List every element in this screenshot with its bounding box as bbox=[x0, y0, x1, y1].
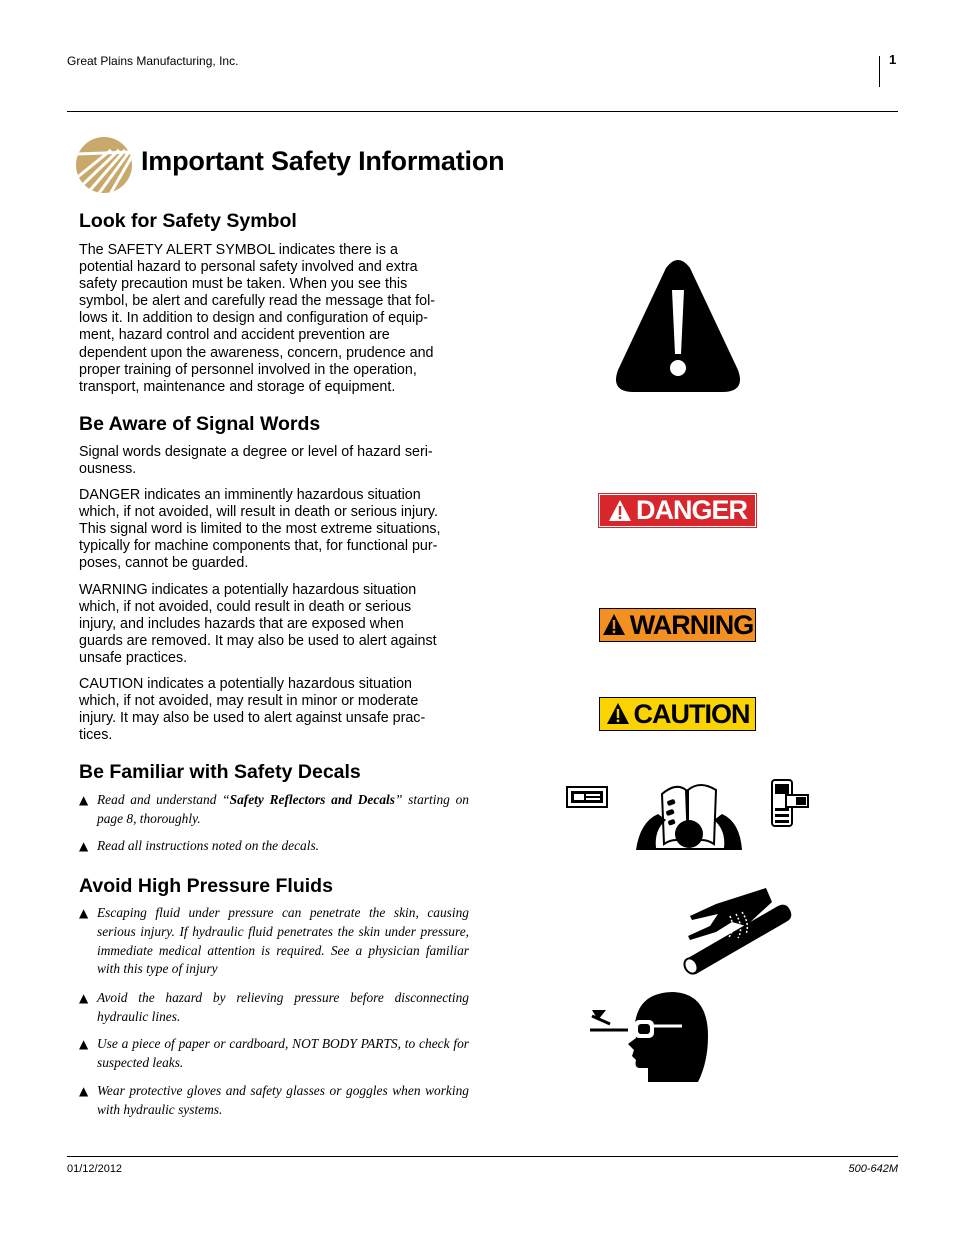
warning-signal-label bbox=[599, 608, 756, 642]
decals-bullet-2 bbox=[79, 837, 469, 856]
signal-intro-text bbox=[79, 444, 471, 478]
footer-date: 01/12/2012 bbox=[67, 1163, 123, 1175]
company-name: Great Plains Manufacturing, Inc. bbox=[67, 54, 239, 68]
bullet-triangle-icon: ▲ bbox=[79, 1084, 89, 1098]
safety-symbol-text bbox=[79, 242, 471, 396]
text-line: DANGER indicates an imminently hazardous situation bbox=[79, 487, 421, 503]
bullet-triangle-icon: ▲ bbox=[79, 1037, 89, 1051]
caution-signal-label bbox=[599, 697, 756, 731]
danger-label-text: DANGER bbox=[635, 495, 747, 525]
text-line: tices. bbox=[79, 727, 113, 744]
text-line: typically for machine components that, for functional pur- bbox=[79, 538, 438, 555]
bullet-text: Avoid the hazard by relieving pressure before disconnecting hydraulic lines. bbox=[97, 990, 469, 1024]
heading-high-pressure-fluids: Avoid High Pressure Fluids bbox=[79, 875, 333, 897]
page-number: 1 bbox=[889, 52, 897, 67]
bullet-triangle-icon: ▲ bbox=[79, 991, 89, 1005]
header-divider bbox=[879, 56, 880, 87]
bullet-text: ” starting on page 8, thoroughly. bbox=[97, 792, 469, 826]
fluids-bullet-3 bbox=[79, 1035, 469, 1073]
bullet-text-bold: Safety Reflectors and Decals bbox=[229, 792, 395, 807]
text-line: unsafe practices. bbox=[79, 650, 188, 667]
read-manual-icon bbox=[566, 778, 812, 856]
eye-protection-icon bbox=[588, 990, 712, 1084]
text-line: symbol, be alert and carefully read the message that fol- bbox=[79, 293, 436, 310]
warning-label-text: WARNING bbox=[629, 609, 754, 640]
text-line: which, if not avoided, could result in death or serious bbox=[79, 599, 412, 616]
text-line: ousness. bbox=[79, 461, 137, 478]
footer-rule bbox=[67, 1156, 898, 1157]
text-line: potential hazard to personal safety involved and extra bbox=[79, 259, 418, 276]
warning-description bbox=[79, 582, 471, 667]
text-line: lows it. In addition to design and configuration of equip- bbox=[79, 310, 428, 327]
page-title: Important Safety Information bbox=[141, 146, 505, 176]
bullet-text: Escaping fluid under pressure can penetrate the skin, causing serious injury. If hydraulic fluid penetrates the skin under pressure, immediate medical attention is required. See a physician familiar with this type of injury bbox=[97, 905, 469, 977]
heading-safety-decals: Be Familiar with Safety Decals bbox=[79, 761, 361, 783]
logo-icon bbox=[75, 136, 133, 194]
heading-safety-symbol: Look for Safety Symbol bbox=[79, 210, 297, 232]
footer-doc-number: 500-642M bbox=[848, 1163, 898, 1175]
text-line: which, if not avoided, may result in minor or moderate bbox=[79, 693, 419, 710]
bullet-text: Wear protective gloves and safety glasses or goggles when working with hydraulic systems. bbox=[97, 1083, 469, 1117]
text-line: injury, and includes hazards that are exposed when bbox=[79, 616, 404, 633]
text-line: injury. It may also be used to alert against unsafe prac- bbox=[79, 710, 426, 727]
text-line: Signal words designate a degree or level of hazard seri- bbox=[79, 444, 433, 460]
heading-signal-words: Be Aware of Signal Words bbox=[79, 413, 321, 435]
header-rule bbox=[67, 111, 898, 112]
caution-label-text: CAUTION bbox=[633, 698, 750, 729]
text-line: WARNING indicates a potentially hazardous situation bbox=[79, 582, 417, 598]
alert-triangle-icon bbox=[602, 613, 626, 637]
text-line: which, if not avoided, will result in death or serious injury. bbox=[79, 504, 438, 521]
bullet-text: Read and understand “ bbox=[97, 792, 230, 807]
alert-triangle-icon bbox=[606, 702, 630, 726]
text-line: CAUTION indicates a potentially hazardous situation bbox=[79, 676, 412, 692]
text-line: transport, maintenance and storage of equipment. bbox=[79, 378, 396, 395]
caution-description bbox=[79, 676, 471, 744]
fluids-bullet-1 bbox=[79, 904, 469, 979]
bullet-text: Read all instructions noted on the decals. bbox=[97, 838, 320, 853]
text-line: dependent upon the awareness, concern, prudence and bbox=[79, 344, 434, 361]
bullet-triangle-icon: ▲ bbox=[79, 839, 89, 853]
safety-alert-icon bbox=[614, 258, 742, 394]
text-line: poses, cannot be guarded. bbox=[79, 555, 249, 572]
text-line: proper training of personnel involved in the operation, bbox=[79, 361, 417, 378]
text-line: guards are removed. It may also be used to alert against bbox=[79, 633, 437, 650]
fluid-injection-icon bbox=[682, 886, 798, 978]
text-line: The SAFETY ALERT SYMBOL indicates there is a bbox=[79, 242, 398, 258]
text-line: ment, hazard control and accident prevention are bbox=[79, 327, 390, 344]
bullet-text: Use a piece of paper or cardboard, NOT BODY PARTS, to check for suspected leaks. bbox=[97, 1036, 469, 1070]
fluids-bullet-2 bbox=[79, 989, 469, 1027]
fluids-bullet-4 bbox=[79, 1082, 469, 1120]
bullet-triangle-icon: ▲ bbox=[79, 906, 89, 920]
bullet-triangle-icon: ▲ bbox=[79, 793, 89, 807]
danger-description bbox=[79, 487, 471, 572]
text-line: safety precaution must be taken. When you see this bbox=[79, 276, 408, 293]
text-line: This signal word is limited to the most extreme situations, bbox=[79, 521, 441, 538]
decals-bullet-1 bbox=[79, 791, 469, 829]
danger-signal-label bbox=[599, 494, 756, 527]
alert-triangle-icon bbox=[608, 499, 632, 523]
